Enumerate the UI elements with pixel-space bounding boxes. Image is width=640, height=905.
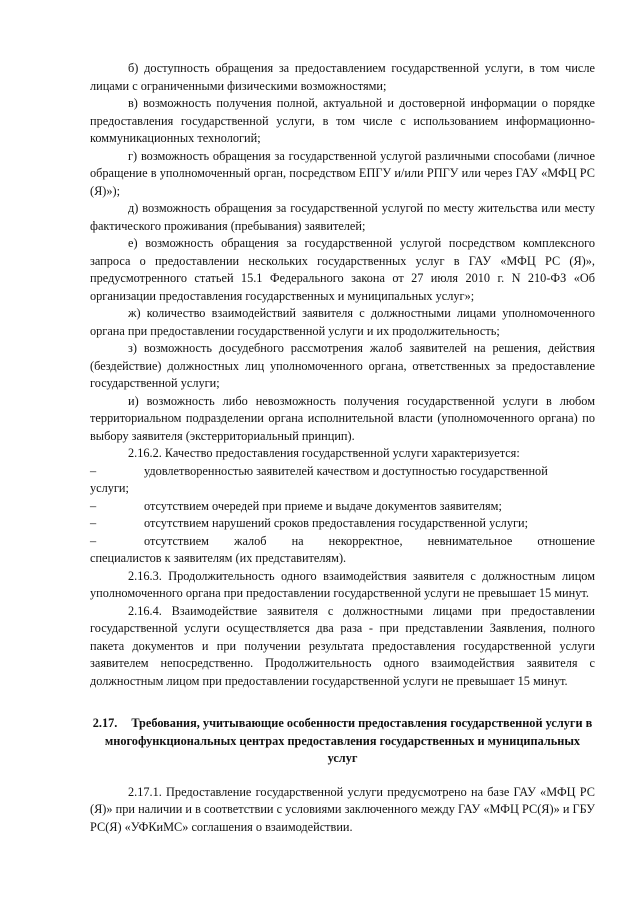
section-heading	[90, 715, 595, 768]
quality-item-text: отсутствием жалоб на некорректное, невнимательное отношение	[144, 533, 595, 548]
paragraph-d: д) возможность обращения за государственной услугой по месту жительства или месту фактического проживания (пребывания) заявителей;	[90, 201, 595, 233]
paragraph-zh: ж) количество взаимодействий заявителя с должностными лицами уполномоченного органа при предоставлении государственной услуги и их продолжительность;	[90, 306, 595, 338]
quality-item	[90, 498, 595, 516]
document-body	[90, 60, 595, 836]
clause-2-17-1: 2.17.1. Предоставление государственной услуги предусмотрено на базе ГАУ «МФЦ РС (Я)» при наличии и в соответствии с условиями заключенного между ГАУ «МФЦ РС(Я)» и ГБУ РС(Я) «УФКиМС» соглашения о взаимодействии.	[90, 784, 595, 834]
paragraph-i: и) возможность либо невозможность получения государственной услуги в любом территориальном подразделении органа исполнительной власти (уполномоченного органа) по выбору заявителя (экстерриториальный принцип).	[90, 393, 595, 443]
clause-2-16-2: 2.16.2. Качество предоставления государственной услуги характеризуется:	[128, 446, 520, 460]
quality-item-text: удовлетворенностью заявителей качеством и доступностью государственной	[144, 463, 548, 478]
paragraph-b: б) доступность обращения за предоставлением государственной услуги, в том числе лицами с ограниченными физическими возможностями;	[90, 61, 595, 93]
list-dash: –	[90, 463, 97, 478]
clause-2-16-4: 2.16.4. Взаимодействие заявителя с должностными лицами при предоставлении государственной услуги осуществляется два раза - при представлении Заявления, полного пакета документов и при получении результата предоставления государственной услуги заявителем непосредственно. Продолжительность одного взаимодействия заявителя с должностным лицом при предоставлении государственной услуги не превышает 15 минут.	[90, 603, 595, 688]
clause-2-16-3: 2.16.3. Продолжительность одного взаимодействия заявителя с должностным лицом уполномоченного органа при предоставлении государственной услуги не превышает 15 минут.	[90, 568, 595, 600]
paragraph-z: з) возможность досудебного рассмотрения жалоб заявителей на решения, действия (бездействие) должностных лиц уполномоченного органа, ответственных за предоставление государственной услуги;	[90, 341, 595, 390]
list-dash: –	[90, 498, 97, 513]
section-number: 2.17.	[92, 716, 118, 730]
paragraph-v: в) возможность получения полной, актуальной и достоверной информации о порядке предоставления государственной услуги, в том числе с использованием информационно-коммуникационных технологий;	[90, 96, 595, 145]
list-dash: –	[90, 516, 97, 530]
quality-item-continuation: услуги;	[90, 481, 129, 495]
quality-item-text: отсутствием нарушений сроков предоставления государственной услуги;	[144, 516, 529, 530]
quality-item-text: отсутствием очередей при приеме и выдаче документов заявителям;	[144, 498, 502, 513]
quality-item	[90, 463, 595, 481]
quality-item-continuation: специалистов к заявителям (их представителям).	[90, 551, 347, 565]
paragraph-e: е) возможность обращения за государственной услугой посредством комплексного запроса о предоставлении нескольких государственных услуг в ГАУ «МФЦ РС (Я)», предусмотренного статьей 15.1 Федерального закона от 27 июля 2010 г. N 210-ФЗ «Об организации предоставления государственных и муниципальных услуг»;	[90, 236, 595, 303]
paragraph-g: г) возможность обращения за государственной услугой различными способами (личное обращение в уполномоченный орган, посредством ЕПГУ и/или РПГУ или через ГАУ «МФЦ РС (Я)»);	[90, 148, 595, 198]
quality-item	[90, 515, 595, 533]
quality-item	[90, 533, 595, 551]
list-dash: –	[90, 533, 97, 548]
section-title: Требования, учитывающие особенности предоставления государственной услуги в многофункциональных центрах предоставления государственных и муниципальных услуг	[104, 716, 593, 765]
